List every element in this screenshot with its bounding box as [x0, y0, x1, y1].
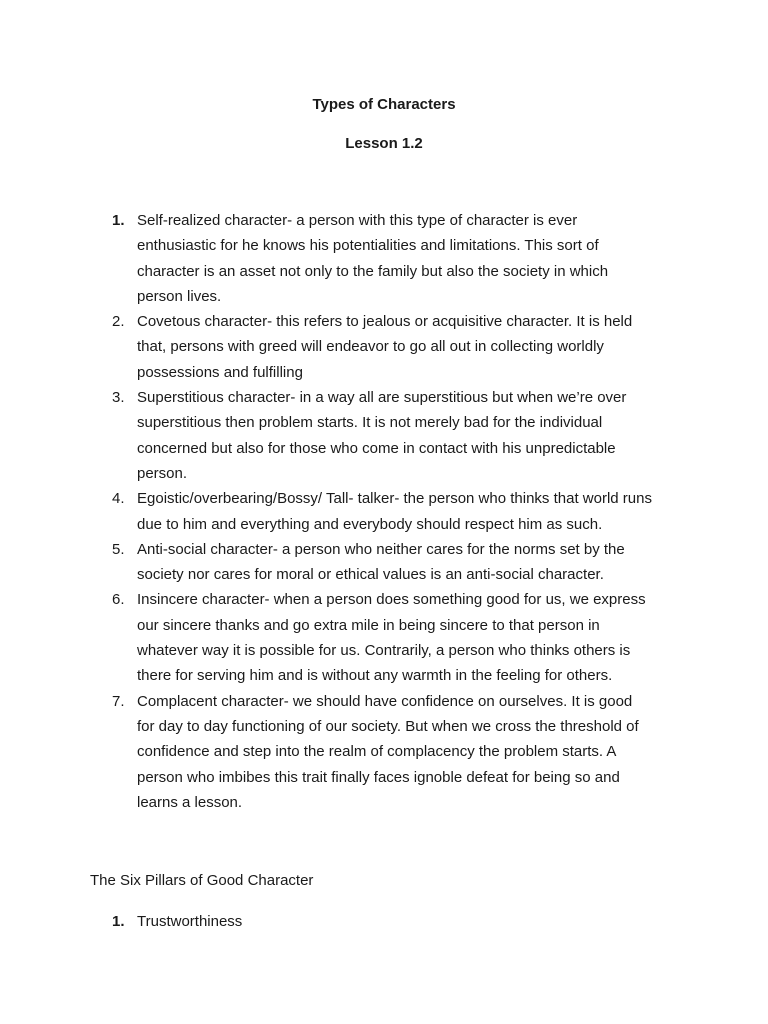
list-item-number: 1. — [112, 212, 125, 229]
pillars-list — [112, 909, 242, 934]
list-item-text: Egoistic/overbearing/Bossy/ Tall- talker- the person who thinks that world runs due to him and everything and everybody should respect him as such. — [137, 490, 652, 533]
page-title: Types of Characters — [312, 96, 456, 113]
list-item-number: 7. — [112, 692, 125, 710]
list-item-text: Trustworthiness — [137, 913, 243, 930]
list-item — [112, 208, 652, 309]
list-item-number: 1. — [112, 913, 125, 930]
list-item-number: 3. — [112, 389, 125, 407]
list-item — [112, 537, 652, 588]
list-item-text: Superstitious character- in a way all are superstitious but when we’re over superstitious then problem starts. It is not merely bad for the individual concerned but also for those who come in contact with his unpredictable person. — [137, 389, 627, 482]
lesson-subtitle: Lesson 1.2 — [345, 135, 423, 152]
list-item-text: Insincere character- when a person does something good for us, we express our sincere thanks and go extra mile in being sincere to that person in whatever way it is possible for us. Contrarily, a person who thinks others is there for serving him and is without any warmth in the feeling for others. — [137, 591, 646, 685]
list-item-number: 6. — [112, 591, 125, 609]
list-item-text: Anti-social character- a person who neither cares for the norms set by the society nor cares for moral or ethical values is an anti-social character. — [137, 540, 625, 584]
list-item-text: Covetous character- this refers to jealous or acquisitive character. It is held that, persons with greed will endeavor to go all out in collecting worldly possessions and fulfilling — [137, 313, 633, 381]
list-item-number: 4. — [112, 490, 125, 508]
character-types-list — [112, 208, 652, 815]
section-heading: The Six Pillars of Good Character — [90, 872, 314, 889]
list-item — [112, 587, 652, 688]
list-item — [112, 385, 652, 486]
list-item-text: Complacent character- we should have confidence on ourselves. It is good for day to day functioning of our society. But when we cross the threshold of confidence and step into the realm of complacency the problem starts. A person who imbibes this trait finally faces ignoble defeat for being so and learns a lesson. — [137, 692, 639, 811]
list-item-text: Self-realized character- a person with this type of character is ever enthusiastic for he knows his potentialities and limitations. This sort of character is an asset not only to the family but also the society in which person lives. — [137, 212, 609, 305]
list-item — [112, 309, 652, 385]
list-item — [112, 486, 652, 537]
list-item-number: 2. — [112, 313, 125, 331]
list-item-number: 5. — [112, 540, 125, 558]
list-item — [112, 909, 242, 934]
list-item — [112, 689, 652, 815]
